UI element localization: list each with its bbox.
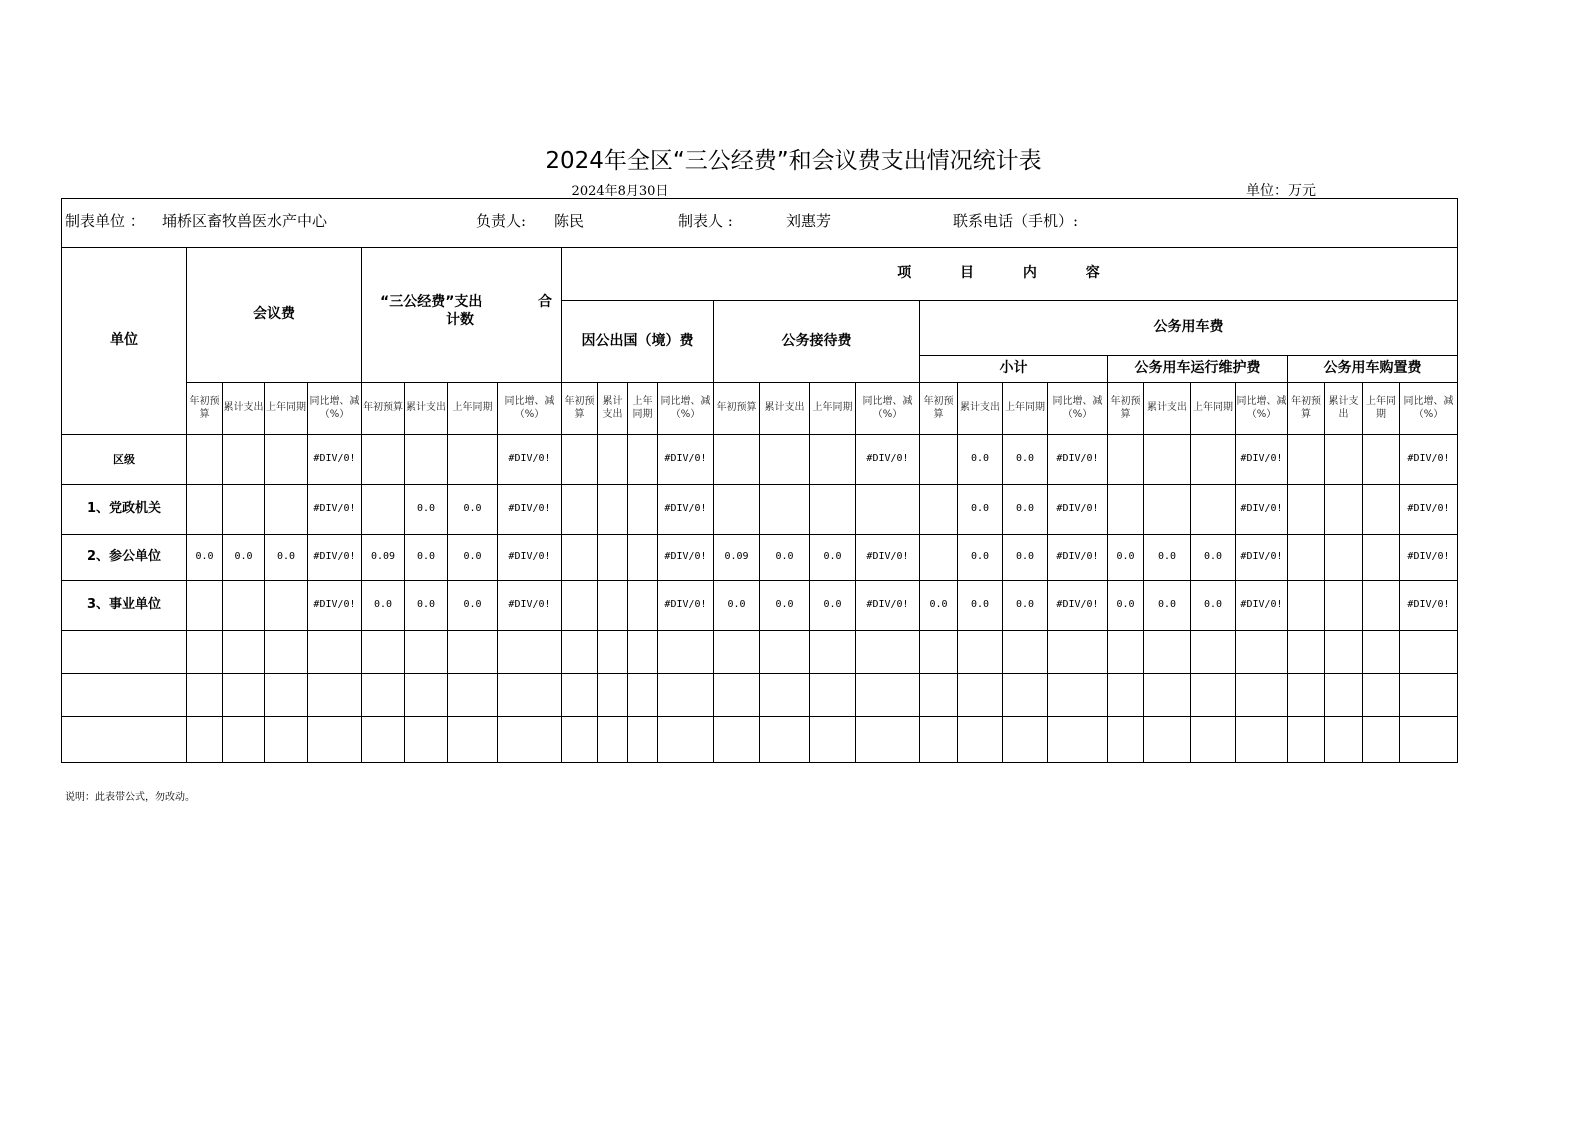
table-cell: 0.0 [810,535,856,581]
table-cell [362,717,405,763]
table-cell: 0.09 [362,535,405,581]
table-cell [920,435,958,485]
table-cell [265,674,308,717]
table-cell: 0.0 [714,581,760,631]
subheader-cell: 上年同期 [1003,383,1048,435]
subheader-cell: 上年同期 [1363,383,1400,435]
table-cell [1144,435,1191,485]
table-cell [1191,674,1236,717]
table-cell [920,485,958,535]
info-leader-label: 负责人: [476,212,527,230]
table-cell [223,674,265,717]
info-maker-label: 制表人 : [678,212,733,230]
table-cell [1108,674,1144,717]
table-cell: 0.09 [714,535,760,581]
subheader-cell: 上年同期 [810,383,856,435]
row-label: 1、党政机关 [62,485,187,535]
table-cell: #DIV/0! [498,535,562,581]
subheader-cell: 上年同期 [265,383,308,435]
table-cell [308,674,362,717]
header-project-content: 项 目 内 容 [562,248,1458,301]
table-cell [598,674,628,717]
table-cell [628,485,658,535]
table-cell [187,435,223,485]
subheader-cell: 年初预算 [1288,383,1325,435]
table-cell [562,581,598,631]
table-cell [1325,435,1363,485]
table-cell [187,631,223,674]
table-cell: #DIV/0! [308,535,362,581]
table-cell [714,485,760,535]
table-cell [1363,674,1400,717]
header-car: 公务用车费 [920,301,1458,356]
table-cell: 0.0 [1003,581,1048,631]
subheader-cell: 上年同期 [628,383,658,435]
table-cell [265,717,308,763]
table-cell [598,485,628,535]
table-cell [1191,435,1236,485]
table-cell [1288,485,1325,535]
table-cell: 0.0 [405,485,448,535]
table-cell [628,581,658,631]
header-unit: 单位 [62,248,187,435]
table-cell [1144,631,1191,674]
table-cell [598,631,628,674]
table-cell [448,435,498,485]
table-cell [1144,717,1191,763]
table-cell: 0.0 [920,581,958,631]
table-cell: #DIV/0! [658,485,714,535]
table-cell: #DIV/0! [856,581,920,631]
table-cell [1288,631,1325,674]
header-subtotal: 小计 [920,356,1108,383]
table-cell [362,674,405,717]
table-cell [810,631,856,674]
info-unit-label: 制表单位 ： [65,212,145,230]
subheader-cell: 年初预算 [362,383,405,435]
table-cell: #DIV/0! [308,581,362,631]
table-cell [856,674,920,717]
table-cell [498,674,562,717]
table-cell [1236,631,1288,674]
table-cell [1363,435,1400,485]
table-cell [658,674,714,717]
header-car-purchase: 公务用车购置费 [1288,356,1458,383]
table-cell: #DIV/0! [308,435,362,485]
table-cell [1191,717,1236,763]
table-row [62,717,1458,763]
table-cell [562,631,598,674]
table-cell [920,535,958,581]
table-cell [1325,674,1363,717]
table-cell: 0.0 [362,581,405,631]
table-cell [598,581,628,631]
subheader-cell: 年初预算 [1108,383,1144,435]
table-row [62,435,1458,485]
table-cell [265,485,308,535]
table-cell [1108,717,1144,763]
table-cell: 0.0 [448,581,498,631]
table-cell [714,674,760,717]
table-cell: #DIV/0! [658,535,714,581]
table-cell: #DIV/0! [658,581,714,631]
table-cell [1400,717,1458,763]
table-cell: 0.0 [1191,535,1236,581]
table-cell: 0.0 [223,535,265,581]
table-cell [714,717,760,763]
table-cell [810,717,856,763]
row-label: 3、事业单位 [62,581,187,631]
table-cell [810,485,856,535]
table-row [62,581,1458,631]
table-cell [1325,535,1363,581]
table-cell [628,717,658,763]
table-cell: 0.0 [187,535,223,581]
table-cell [658,631,714,674]
table-cell: 0.0 [405,535,448,581]
table-cell [1288,535,1325,581]
table-cell [920,631,958,674]
table-cell [1144,485,1191,535]
table-cell: #DIV/0! [1048,435,1108,485]
table-row [62,535,1458,581]
table-cell [1003,717,1048,763]
table-cell [1191,631,1236,674]
table-cell [1144,674,1191,717]
subheader-cell: 累计支出 [223,383,265,435]
expense-table [61,198,1458,763]
table-cell: 0.0 [1003,485,1048,535]
currency-unit: 单位：万元 [1246,183,1316,199]
table-cell [1363,717,1400,763]
table-cell [920,717,958,763]
table-cell [714,631,760,674]
table-cell [958,674,1003,717]
table-cell: #DIV/0! [1048,581,1108,631]
table-body [62,435,1458,763]
table-cell: #DIV/0! [1400,435,1458,485]
table-cell [810,435,856,485]
table-cell [223,581,265,631]
subheader-cell: 累计支出 [760,383,810,435]
table-cell: 0.0 [265,535,308,581]
table-cell: 0.0 [958,581,1003,631]
row-label [62,717,187,763]
subheader-cell: 同比增、减（%） [1236,383,1288,435]
table-cell [448,674,498,717]
header-car-maintain: 公务用车运行维护费 [1108,356,1288,383]
table-cell: 0.0 [1144,581,1191,631]
table-cell [1325,717,1363,763]
table-cell [223,435,265,485]
table-cell [265,581,308,631]
header-sangong-total-b: 合 [538,294,552,310]
table-cell [405,631,448,674]
subheader-cell: 同比增、减（%） [658,383,714,435]
table-cell [405,674,448,717]
row-label: 区级 [62,435,187,485]
table-cell [1048,717,1108,763]
subheader-cell: 同比增、减（%） [856,383,920,435]
table-cell [920,674,958,717]
subheader-cell: 累计支出 [405,383,448,435]
table-cell [362,631,405,674]
table-cell [1048,631,1108,674]
table-cell [714,435,760,485]
table-cell [562,535,598,581]
table-cell [628,435,658,485]
table-cell [628,631,658,674]
table-cell [598,435,628,485]
table-cell [187,717,223,763]
table-cell [598,535,628,581]
table-cell [958,717,1003,763]
header-abroad: 因公出国（境）费 [562,301,714,383]
table-cell [760,674,810,717]
subheader-cell: 同比增、减（%） [1400,383,1458,435]
table-cell: 0.0 [1108,581,1144,631]
table-cell [760,435,810,485]
table-cell [362,435,405,485]
table-cell [223,631,265,674]
table-cell: #DIV/0! [856,435,920,485]
subheader-cell: 上年同期 [448,383,498,435]
table-cell [1108,485,1144,535]
table-cell [562,485,598,535]
row-label [62,674,187,717]
table-cell [658,717,714,763]
table-cell [1288,435,1325,485]
table-cell: #DIV/0! [658,435,714,485]
table-cell [362,485,405,535]
table-cell [562,717,598,763]
table-cell [187,485,223,535]
info-maker-value: 刘惠芳 [786,212,832,230]
table-cell [498,717,562,763]
table-cell: #DIV/0! [1048,485,1108,535]
table-cell: #DIV/0! [1400,485,1458,535]
info-leader-value: 陈民 [554,212,585,230]
table-cell: 0.0 [760,581,810,631]
row-label [62,631,187,674]
table-row [62,674,1458,717]
table-cell [1325,581,1363,631]
table-cell [308,717,362,763]
subheader-cell: 同比增、减（%） [498,383,562,435]
table-cell [562,435,598,485]
subheader-cell: 年初预算 [920,383,958,435]
table-cell [405,717,448,763]
subheader-cell: 年初预算 [187,383,223,435]
subheader-cell: 累计支出 [1144,383,1191,435]
table-cell [1363,631,1400,674]
header-sangong-total [362,248,562,383]
table-cell: #DIV/0! [1400,535,1458,581]
table-cell [1003,674,1048,717]
table-cell [856,631,920,674]
row-label: 2、参公单位 [62,535,187,581]
table-cell: #DIV/0! [498,435,562,485]
table-cell [1236,674,1288,717]
table-cell: 0.0 [1003,535,1048,581]
subheader-cell: 累计支出 [958,383,1003,435]
table-cell [628,674,658,717]
table-row [62,485,1458,535]
table-cell [1108,631,1144,674]
table-cell: #DIV/0! [1400,581,1458,631]
table-cell [223,717,265,763]
table-cell [265,631,308,674]
subheader-cell: 上年同期 [1191,383,1236,435]
table-cell: #DIV/0! [498,581,562,631]
table-cell [760,485,810,535]
table-cell [1325,631,1363,674]
footnote: 说明：此表带公式，勿改动。 [65,792,195,803]
table-cell [1048,674,1108,717]
info-phone-label: 联系电话（手机）: [953,212,1079,230]
table-cell: #DIV/0! [856,535,920,581]
table-cell [856,717,920,763]
table-cell: #DIV/0! [1236,485,1288,535]
table-cell [187,581,223,631]
table-cell [760,631,810,674]
table-cell [448,631,498,674]
table-cell: #DIV/0! [498,485,562,535]
table-cell [958,631,1003,674]
table-cell [1108,435,1144,485]
table-cell: #DIV/0! [1236,535,1288,581]
header-sangong-total-a: “三公经费”支出 [380,294,483,310]
table-row [62,631,1458,674]
subheader-cell: 年初预算 [714,383,760,435]
table-cell [1236,717,1288,763]
table-cell [856,485,920,535]
table-cell: #DIV/0! [1236,581,1288,631]
subheader-row [62,383,1458,435]
info-unit-value: 埇桥区畜牧兽医水产中心 [162,212,328,230]
table-cell [223,485,265,535]
table-cell [1363,581,1400,631]
table-cell [187,674,223,717]
subheader-cell: 累计支出 [598,383,628,435]
table-cell [760,717,810,763]
table-cell [598,717,628,763]
table-cell [1363,535,1400,581]
table-cell [498,631,562,674]
table-cell [448,717,498,763]
table-cell [1191,485,1236,535]
table-cell: 0.0 [1003,435,1048,485]
table-cell [1288,717,1325,763]
subheader-cell: 同比增、减（%） [1048,383,1108,435]
subheader-cell: 年初预算 [562,383,598,435]
table-cell [628,535,658,581]
subheader-cell: 累计支出 [1325,383,1363,435]
info-row [62,199,1458,248]
table-cell [810,674,856,717]
table-cell [562,674,598,717]
table-cell [1363,485,1400,535]
table-cell: 0.0 [810,581,856,631]
table-cell: #DIV/0! [1236,435,1288,485]
table-cell: #DIV/0! [308,485,362,535]
table-cell: 0.0 [958,535,1003,581]
header-reception: 公务接待费 [714,301,920,383]
table-cell [308,631,362,674]
table-cell [265,435,308,485]
table-cell: 0.0 [448,535,498,581]
subheader-cell: 同比增、减（%） [308,383,362,435]
table-cell: 0.0 [760,535,810,581]
table-cell: 0.0 [958,485,1003,535]
table-cell [405,435,448,485]
header-meeting: 会议费 [187,248,362,383]
table-cell: 0.0 [1108,535,1144,581]
header-sangong-total-c: 计数 [446,312,474,328]
table-cell: 0.0 [958,435,1003,485]
table-cell [1003,631,1048,674]
table-cell: 0.0 [1144,535,1191,581]
table-cell [1288,581,1325,631]
table-cell [1400,631,1458,674]
report-date: 2024年8月30日 [571,184,669,199]
table-cell [1288,674,1325,717]
page-title: 2024年全区“三公经费”和会议费支出情况统计表 [545,148,1042,174]
table-cell: 0.0 [448,485,498,535]
table-cell: 0.0 [1191,581,1236,631]
table-cell [1400,674,1458,717]
table-cell: #DIV/0! [1048,535,1108,581]
table-cell [1325,485,1363,535]
table-cell: 0.0 [405,581,448,631]
